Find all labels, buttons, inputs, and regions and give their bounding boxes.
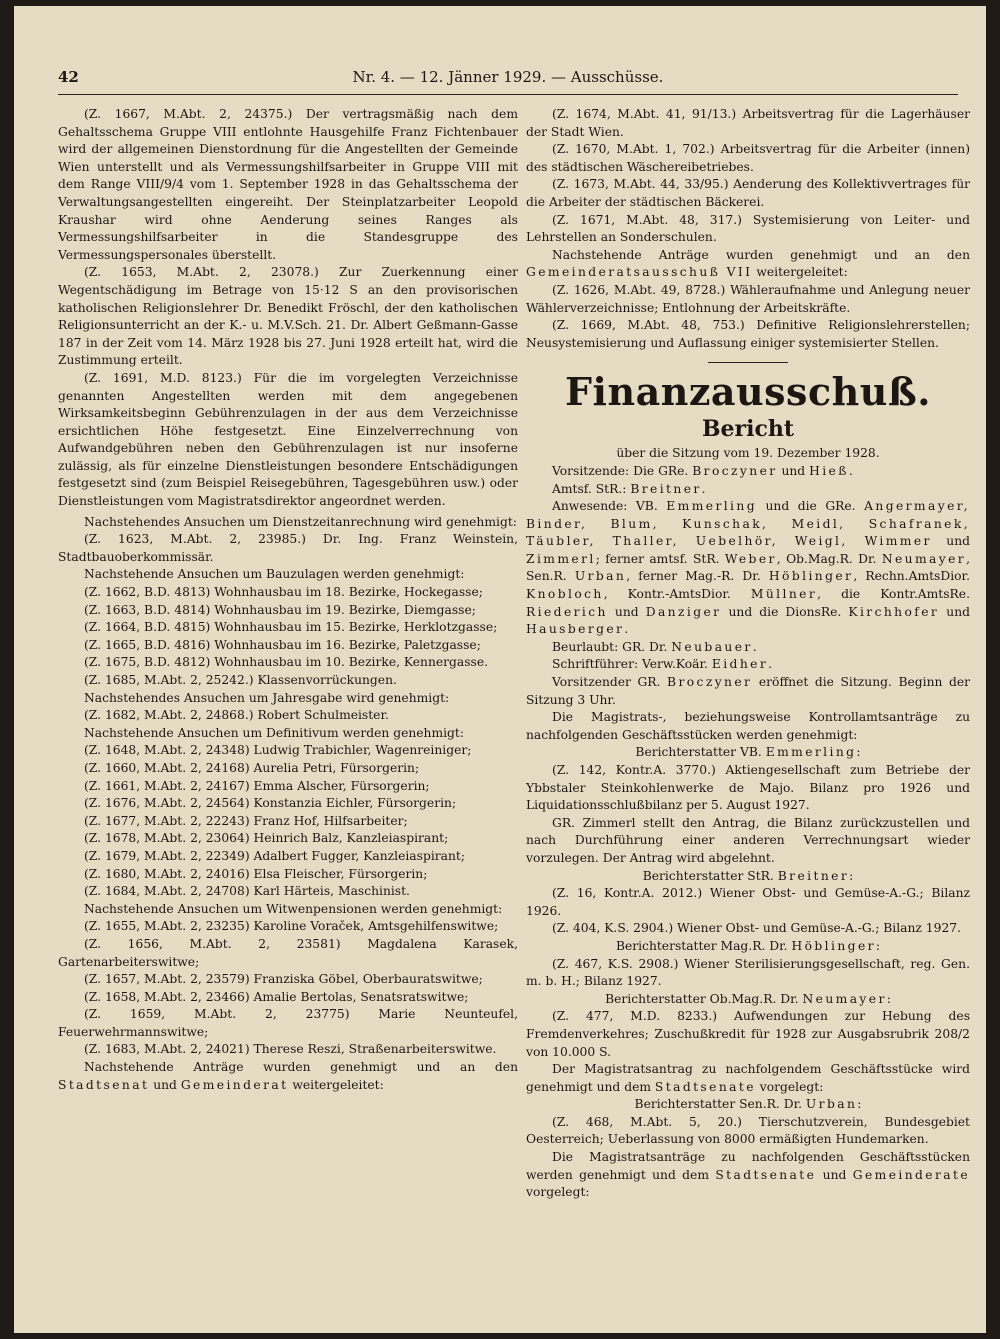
spaced-name: Broczyner xyxy=(692,463,778,478)
spaced-term: Gemeinderate xyxy=(852,1167,971,1182)
list-item: (Z. 1660, M.Abt. 2, 24168) Aurelia Petri, Fürsorgerin; xyxy=(84,760,420,775)
paragraph: Die Magistrats-, beziehungsweise Kontrollamtsanträge zu nachfolgenden Geschäftsstücken werden genehmigt: xyxy=(526,710,970,742)
spaced-name: Emmerling xyxy=(765,745,857,760)
rapporteur xyxy=(526,868,970,886)
rapporteur xyxy=(526,938,970,956)
text-run: , die Kontr.AmtsRe. xyxy=(817,587,970,602)
paragraph: Nachstehende Ansuchen um Bauzulagen werden genehmigt: xyxy=(84,567,465,582)
list-item: (Z. 142, Kontr.A. 3770.) Aktiengesellschaft zum Betriebe der Ybbstaler Steinkohlenwerke de Majo. Bilanz pro 1926 und Liquidationsschlußbilanz per 5. August 1927. xyxy=(526,763,970,813)
spaced-name: Broczyner xyxy=(667,675,753,690)
list-item: (Z. 1658, M.Abt. 2, 23466) Amalie Bertolas, Senatsratswitwe; xyxy=(84,989,469,1004)
spaced-term: Gemeinderatsausschuß VII xyxy=(526,265,753,280)
text-run: Nachstehende Anträge wurden genehmigt und an den xyxy=(84,1060,518,1075)
text-run: . xyxy=(624,622,629,637)
list-item: (Z. 1675, B.D. 4812) Wohnhausbau im 10. Bezirke, Kennergasse. xyxy=(84,655,489,670)
text-run: vorgelegt: xyxy=(755,1079,824,1094)
list-item: (Z. 467, K.S. 2908.) Wiener Sterilisierungsgesellschaft, reg. Gen. m. b. H.; Bilanz 1927. xyxy=(526,956,970,989)
text-run: Die Magistratsanträge zu nachfolgenden Geschäftsstücken werden genehmigt und dem xyxy=(526,1150,970,1182)
spaced-name: Kirchhofer xyxy=(848,604,940,619)
text-run: Beurlaubt: GR. Dr. xyxy=(552,639,672,654)
text-run: ; ferner amtsf. StR. xyxy=(595,551,725,566)
rapporteur xyxy=(526,1096,970,1114)
paragraph: Nachstehendes Ansuchen um Jahresgabe wird genehmigt: xyxy=(84,690,450,705)
list-item: (Z. 1664, B.D. 4815) Wohnhausbau im 15. Bezirke, Herklotzgasse; xyxy=(84,620,498,635)
list-item: (Z. 1682, M.Abt. 2, 24868.) Robert Schulmeister. xyxy=(84,708,389,723)
list-item: (Z. 1661, M.Abt. 2, 24167) Emma Alscher, Fürsorgerin; xyxy=(84,778,430,793)
spaced-name: Eidher xyxy=(711,657,769,672)
text-run: Berichterstatter StR. xyxy=(642,868,778,883)
spaced-name: Neubauer xyxy=(671,639,753,654)
text-run: : xyxy=(857,1097,862,1112)
text-run: und die DionsRe. xyxy=(721,604,849,619)
text-run: : xyxy=(849,868,854,883)
text-run: . xyxy=(701,481,706,496)
text-run: , Rechn.AmtsDior. xyxy=(853,569,970,584)
list-item: (Z. 477, M.D. 8233.) Aufwendungen zur Hebung des Fremdenverkehres; Zuschußkredit für 1928 zur Ausgabsrubrik 208/2 von 10.000 S. xyxy=(526,1009,970,1059)
meeting-date: über die Sitzung vom 19. Dezember 1928. xyxy=(616,446,880,461)
attendees xyxy=(526,498,970,639)
text-run: Vorsitzende: Die GRe. xyxy=(552,463,693,478)
paragraph: (Z. 1667, M.Abt. 2, 24375.) Der vertragsmäßig nach dem Gehaltsschema Gruppe VIII entlohnte Hausgehilfe Franz Fichtenbauer wird der allgemeinen Dienstordnung für die Angestellten der Gemeinde Wien unterstellt und als Vermessungshilfsarbeiter in Gruppe VIII mit dem Range VIII/9/4 vom 1. September 1928 in das Gehaltsschema der Verwaltungsangestellten eingereiht. Der Steinplatzarbeiter Leopold Kraushar wird ohne Aenderung seines Ranges als Vermessungshilfsarbeiter in die Standesgruppe des Vermessungspersonales überstellt. xyxy=(58,107,518,262)
list-item: (Z. 1662, B.D. 4813) Wohnhausbau im 18. Bezirke, Hockegasse; xyxy=(84,585,483,600)
text-run: Schriftführer: Verw.Koär. xyxy=(552,657,712,672)
list-item: (Z. 1680, M.Abt. 2, 24016) Elsa Fleischer, Fürsorgerin; xyxy=(84,866,428,881)
text-run: und xyxy=(816,1167,853,1182)
list-item: (Z. 1648, M.Abt. 2, 24348) Ludwig Trabichler, Wagenreiniger; xyxy=(84,743,472,758)
text-run: vorgelegt: xyxy=(526,1185,590,1200)
list-item: (Z. 1626, M.Abt. 49, 8728.) Wähleraufnahme und Anlegung neuer Wählerverzeichnisse; Entlohnung der Arbeitskräfte. xyxy=(526,282,970,315)
list-item: (Z. 1684, M.Abt. 2, 24708) Karl Härteis, Maschinist. xyxy=(84,884,410,899)
text-run: : xyxy=(886,991,891,1006)
spaced-name: Breitner xyxy=(630,481,702,496)
spaced-name: Hausberger xyxy=(526,622,625,637)
paragraph xyxy=(526,1149,970,1202)
spaced-term: Gemeinderat xyxy=(180,1077,289,1092)
rapporteur xyxy=(526,991,970,1009)
chair-line xyxy=(526,463,970,481)
section-title: Finanzausschuß. xyxy=(565,369,931,415)
text-run: Anwesende: VB. xyxy=(552,499,667,514)
paragraph xyxy=(58,1059,518,1094)
paragraph: (Z. 1623, M.Abt. 2, 23985.) Dr. Ing. Franz Weinstein, Stadtbauoberkommissär. xyxy=(58,532,518,564)
list-item: (Z. 1655, M.Abt. 2, 23235) Karoline Voraček, Amtsgehilfenswitwe; xyxy=(84,919,499,934)
page-header xyxy=(58,66,958,90)
text-run: : xyxy=(875,938,881,953)
paragraph: Nachstehende Ansuchen um Definitivum werden genehmigt: xyxy=(84,725,465,740)
spaced-name: Danziger xyxy=(645,604,722,619)
text-run: : xyxy=(856,745,861,760)
text-run: , Sen.R. xyxy=(526,551,970,584)
list-item: (Z. 1674, M.Abt. 41, 91/13.) Arbeitsvertrag für die Lagerhäuser der Stadt Wien. xyxy=(526,107,970,139)
right-column xyxy=(526,106,970,1202)
spaced-name: Weber xyxy=(724,551,777,566)
list-item: (Z. 1656, M.Abt. 2, 23581) Magdalena Karasek, Gartenarbeiterswitwe; xyxy=(58,936,518,969)
list-item: (Z. 1670, M.Abt. 1, 702.) Arbeitsvertrag für die Arbeiter (innen) des städtischen Wäschereibetriebes. xyxy=(526,142,970,174)
spaced-term: Stadtsenate xyxy=(715,1167,817,1182)
spaced-name: Zimmerl xyxy=(526,551,596,566)
text-run: und xyxy=(777,463,810,478)
paragraph: Nachstehende Ansuchen um Witwenpensionen werden genehmigt: xyxy=(84,901,503,916)
running-title: Nr. 4. — 12. Jänner 1929. — Ausschüsse. xyxy=(352,68,664,86)
spaced-name: Neumayer xyxy=(881,551,967,566)
list-item: (Z. 16, Kontr.A. 2012.) Wiener Obst- und Gemüse-A.-G.; Bilanz 1926. xyxy=(526,886,970,918)
text-run: Berichterstatter VB. xyxy=(635,745,766,760)
list-item: (Z. 1676, M.Abt. 2, 24564) Konstanzia Eichler, Fürsorgerin; xyxy=(84,796,457,811)
newspaper-page xyxy=(14,6,986,1333)
list-item: (Z. 1665, B.D. 4816) Wohnhausbau im 16. Bezirke, Paletzgasse; xyxy=(84,637,481,652)
paragraph xyxy=(526,247,970,282)
list-item: (Z. 1673, M.Abt. 44, 33/95.) Aenderung des Kollektivvertrages für die Arbeiter der städtischen Bäckerei. xyxy=(526,177,970,209)
spaced-term: Stadtsenat xyxy=(58,1077,150,1092)
header-rule xyxy=(58,94,958,95)
spaced-name: Angermayer, Binder, Blum, Kunschak, Meidl, Schafranek, Täubler, Thaller, Uebelhör, Weigl, Wimmer xyxy=(526,499,970,549)
text-run: . xyxy=(848,463,853,478)
paragraph xyxy=(526,1061,970,1096)
report-heading: Bericht xyxy=(701,416,795,443)
section-divider xyxy=(708,362,788,363)
text-run: weitergeleitet: xyxy=(288,1077,384,1092)
list-item: (Z. 1663, B.D. 4814) Wohnhausbau im 19. Bezirke, Diemgasse; xyxy=(84,602,476,617)
text-run: . xyxy=(768,657,773,672)
text-run: und die GRe. xyxy=(756,499,865,514)
spaced-name: Knobloch xyxy=(526,587,604,602)
rapporteur xyxy=(526,744,970,762)
spaced-name: Emmerling xyxy=(666,499,757,514)
list-item: (Z. 1679, M.Abt. 2, 22349) Adalbert Fugger, Kanzleiaspirant; xyxy=(84,848,465,863)
spaced-name: Höblinger xyxy=(768,569,854,584)
text-run: Berichterstatter Ob.Mag.R. Dr. xyxy=(605,991,803,1006)
paragraph xyxy=(526,674,970,709)
secretary-line xyxy=(526,656,970,674)
amtsf-line xyxy=(526,481,970,499)
text-run: und xyxy=(607,604,646,619)
text-run: , ferner Mag.-R. Dr. xyxy=(626,569,769,584)
list-item: (Z. 404, K.S. 2904.) Wiener Obst- und Gemüse-A.-G.; Bilanz 1927. xyxy=(552,921,962,936)
text-run: Der Magistratsantrag zu nachfolgendem Geschäftsstücke wird genehmigt und dem xyxy=(526,1062,970,1094)
text-run: und xyxy=(149,1077,181,1092)
list-item: (Z. 1683, M.Abt. 2, 24021) Therese Reszi, Straßenarbeiterswitwe. xyxy=(84,1042,497,1057)
paragraph: GR. Zimmerl stellt den Antrag, die Bilanz zurückzustellen und nach Durchführung einer anderen Verrechnungsart wieder vorzulegen. Der Antrag wird abgelehnt. xyxy=(526,815,970,865)
left-column xyxy=(58,106,518,1094)
spaced-name: Müllner xyxy=(750,587,818,602)
list-item: (Z. 1678, M.Abt. 2, 23064) Heinrich Balz, Kanzleiaspirant; xyxy=(84,831,449,846)
spaced-name: Hieß xyxy=(809,463,849,478)
text-run: Berichterstatter Sen.R. Dr. xyxy=(634,1097,806,1112)
list-item: (Z. 1685, M.Abt. 2, 25242.) Klassenvorrückungen. xyxy=(84,673,397,687)
text-run: Berichterstatter Mag.R. Dr. xyxy=(615,938,792,953)
spaced-name: Urban xyxy=(574,569,627,584)
list-item: (Z. 1671, M.Abt. 48, 317.) Systemisierung von Leiter- und Lehrstellen an Sonderschulen. xyxy=(526,212,970,245)
paragraph: (Z. 1691, M.D. 8123.) Für die im vorgelegten Verzeichnisse genannten Angestellten werden mit dem angegebenen Wirksamkeitsbeginn Gebührenzulagen in der aus dem Verzeichnisse ersichtlichen Höhe festgesetzt. Eine Einzelverrechnung von Aufwandgebühren neben den Gebührenzulagen ist nur insoferne zulässig, als für einzelne Dienstleistungen besondere Entschädigungen festgesetzt sind (zum Beispiel Reisegebühren, Tagesgebühren usw.) oder Dienstleistungen vom Magistratsdirektor angeordnet werden. xyxy=(58,370,518,509)
list-item: (Z. 1677, M.Abt. 2, 22243) Franz Hof, Hilfsarbeiter; xyxy=(84,813,408,828)
text-run: Nachstehende Anträge wurden genehmigt und an den xyxy=(552,247,970,262)
text-run: , Kontr.-AmtsDior. xyxy=(603,587,751,602)
spaced-name: Breitner xyxy=(777,868,850,883)
list-item: (Z. 468, M.Abt. 5, 20.) Tierschutzverein, Bundesgebiet Oesterreich; Ueberlassung von 8000 ermäßigten Hundemarken. xyxy=(526,1114,970,1147)
text-run: und xyxy=(939,604,970,619)
text-run: weitergeleitet: xyxy=(752,265,848,280)
list-item: (Z. 1659, M.Abt. 2, 23775) Marie Neunteufel, Feuerwehrmannswitwe; xyxy=(58,1007,518,1039)
text-run: , Ob.Mag.R. Dr. xyxy=(776,551,882,566)
spaced-name: Neumayer xyxy=(802,991,887,1006)
list-item: (Z. 1669, M.Abt. 48, 753.) Definitive Religionslehrerstellen; Neusystemisierung und Auflassung einiger systemisierter Stellen. xyxy=(526,318,970,350)
text-run: und xyxy=(931,534,970,549)
paragraph: (Z. 1653, M.Abt. 2, 23078.) Zur Zuerkennung einer Wegentschädigung im Betrage von 15·12 S an den provisorischen katholischen Religionslehrer Dr. Benedikt Fröschl, der den katholischen Religionsunterricht an der K.- u. M.V.Sch. 21. Dr. Albert Geßmann-Gasse 187 in der Zeit vom 14. März 1928 bis 27. Juni 1928 erteilt hat, wird die Zustimmung erteilt. xyxy=(58,265,518,368)
spaced-term: Stadtsenate xyxy=(654,1079,756,1094)
on-leave-line xyxy=(526,639,970,657)
text-run: Amtsf. StR.: xyxy=(552,481,631,496)
page-number: 42 xyxy=(58,68,79,86)
spaced-name: Urban xyxy=(805,1097,858,1112)
spaced-name: Riederich xyxy=(526,604,608,619)
spaced-name: Höblinger xyxy=(791,938,876,953)
list-item: (Z. 1657, M.Abt. 2, 23579) Franziska Göbel, Oberbauratswitwe; xyxy=(84,972,483,987)
paragraph: Nachstehendes Ansuchen um Dienstzeitanrechnung wird genehmigt: xyxy=(84,514,517,529)
text-run: eröffnet die Sitzung. Beginn der Sitzung 3 Uhr. xyxy=(526,675,970,707)
text-run: Vorsitzender GR. xyxy=(552,675,668,690)
text-run: . xyxy=(752,639,757,654)
